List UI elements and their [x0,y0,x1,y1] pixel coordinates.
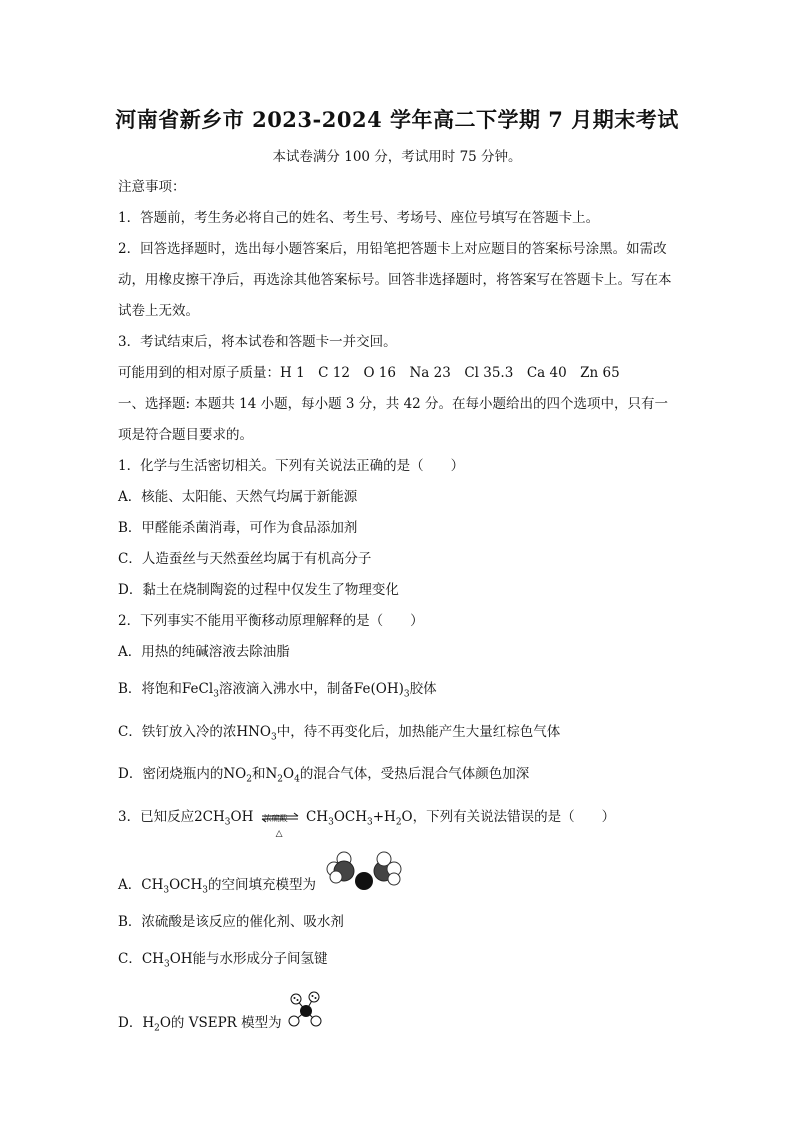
q1-option-b: B．甲醛能杀菌消毒，可作为食品添加剂 [118,520,358,536]
q3-option-b: B．浓硫酸是该反应的催化剂、吸水剂 [118,914,344,931]
formula-ch3och3: $CH_3OCH_3$ [141,876,208,896]
formula-fecl3: FeCl$_3$ [181,681,219,700]
notice-item-1: 1．答题前，考生务必将自己的姓名、考生号、考场号、座位号填写在答题卡上。 [118,210,600,226]
formula-feoh3: $Fe(OH)_3$ [353,681,410,700]
q2-stem: 2．下列事实不能用平衡移动原理解释的是（ ） [118,613,424,629]
q3-stem: 3．已知反应$2CH_3OH$ 浓硫酸 △ $CH_3OCH_3+H_2O$，下列有关说法错误的是（ ） [118,802,678,839]
exam-title: 河南省新乡市 2023-2024 学年高二下学期 7 月期末考试 [115,107,679,132]
reaction-condition: 浓硫酸 [263,813,288,823]
q2-option-a: A．用热的纯碱溶液去除油脂 [118,644,290,660]
q1-option-a: A．核能、太阳能、天然气均属于新能源 [118,489,358,505]
product-water: $+H_2O$ [372,809,413,828]
formula-h2o: $H_2O$ [142,1015,171,1034]
q2-option-d: D．密闭烧瓶内的$NO_2$和$N_2O_4$的混合气体，受热后混合气体颜色加深 [118,766,530,786]
atomic-mass-line: 可能用到的相对原子质量：H 1 C 12 O 16 Na 23 Cl 35.3 Ca 40 Zn 65 [118,365,620,381]
q3-option-d: D．$H_2O$的 VSEPR 模型为 [118,991,678,1049]
formula-n2o4: $N_2O_4$ [265,766,300,786]
q3-option-c: C．$CH_3OH$能与水形成分子间氢键 [118,951,328,971]
notice-heading: 注意事项： [118,179,186,195]
q2-option-c: C．铁钉放入冷的浓$HNO_3$中，待不再变化后，加热能产生大量红棕色气体 [118,723,561,743]
notice-item-2: 2．回答选择题时，选出每小题答案后，用铅笔把答题卡上对应题目的答案标号涂黑。如需改动，用橡皮擦干净后，再选涂其他答案标号。回答非选择题时，将答案写在答题卡上。写在本试卷上无效。 [118,241,672,319]
formula-hno3: $HNO_3$ [236,723,277,743]
q2-option-b: B．将饱和FeCl$_3$溶液滴入沸水中，制备$Fe(OH)_3$胶体 [118,681,437,700]
q1-option-c: C．人造蚕丝与天然蚕丝均属于有机高分子 [118,551,372,567]
space-filling-model-icon [322,849,406,895]
q1-stem: 1．化学与生活密切相关。下列有关说法正确的是（ ） [118,458,465,474]
reactant-methanol: $2CH_3OH$ [194,809,254,828]
formula-ch3oh: $CH_3OH$ [141,951,193,971]
q3-option-a: A．$CH_3OCH_3$的空间填充模型为 [118,849,678,908]
equilibrium-arrow [258,805,302,839]
exam-content [118,172,678,1049]
product-dimethyl-ether: $CH_3OCH_3$ [305,809,373,828]
formula-no2: $NO_2$ [223,766,252,786]
exam-subtitle: 本试卷满分 100 分，考试用时 75 分钟。 [272,149,522,165]
heat-symbol: △ [275,828,283,839]
notice-item-3: 3．考试结束后，将本试卷和答题卡一并交回。 [118,334,397,350]
vsepr-model-icon [288,991,324,1031]
section-intro: 一、选择题: 本题共 14 小题，每小题 3 分，共 42 分。在每小题给出的四个选项中，只有一项是符合题目要求的。 [118,396,669,443]
q1-option-d: D．黏土在烧制陶瓷的过程中仅发生了物理变化 [118,582,399,598]
